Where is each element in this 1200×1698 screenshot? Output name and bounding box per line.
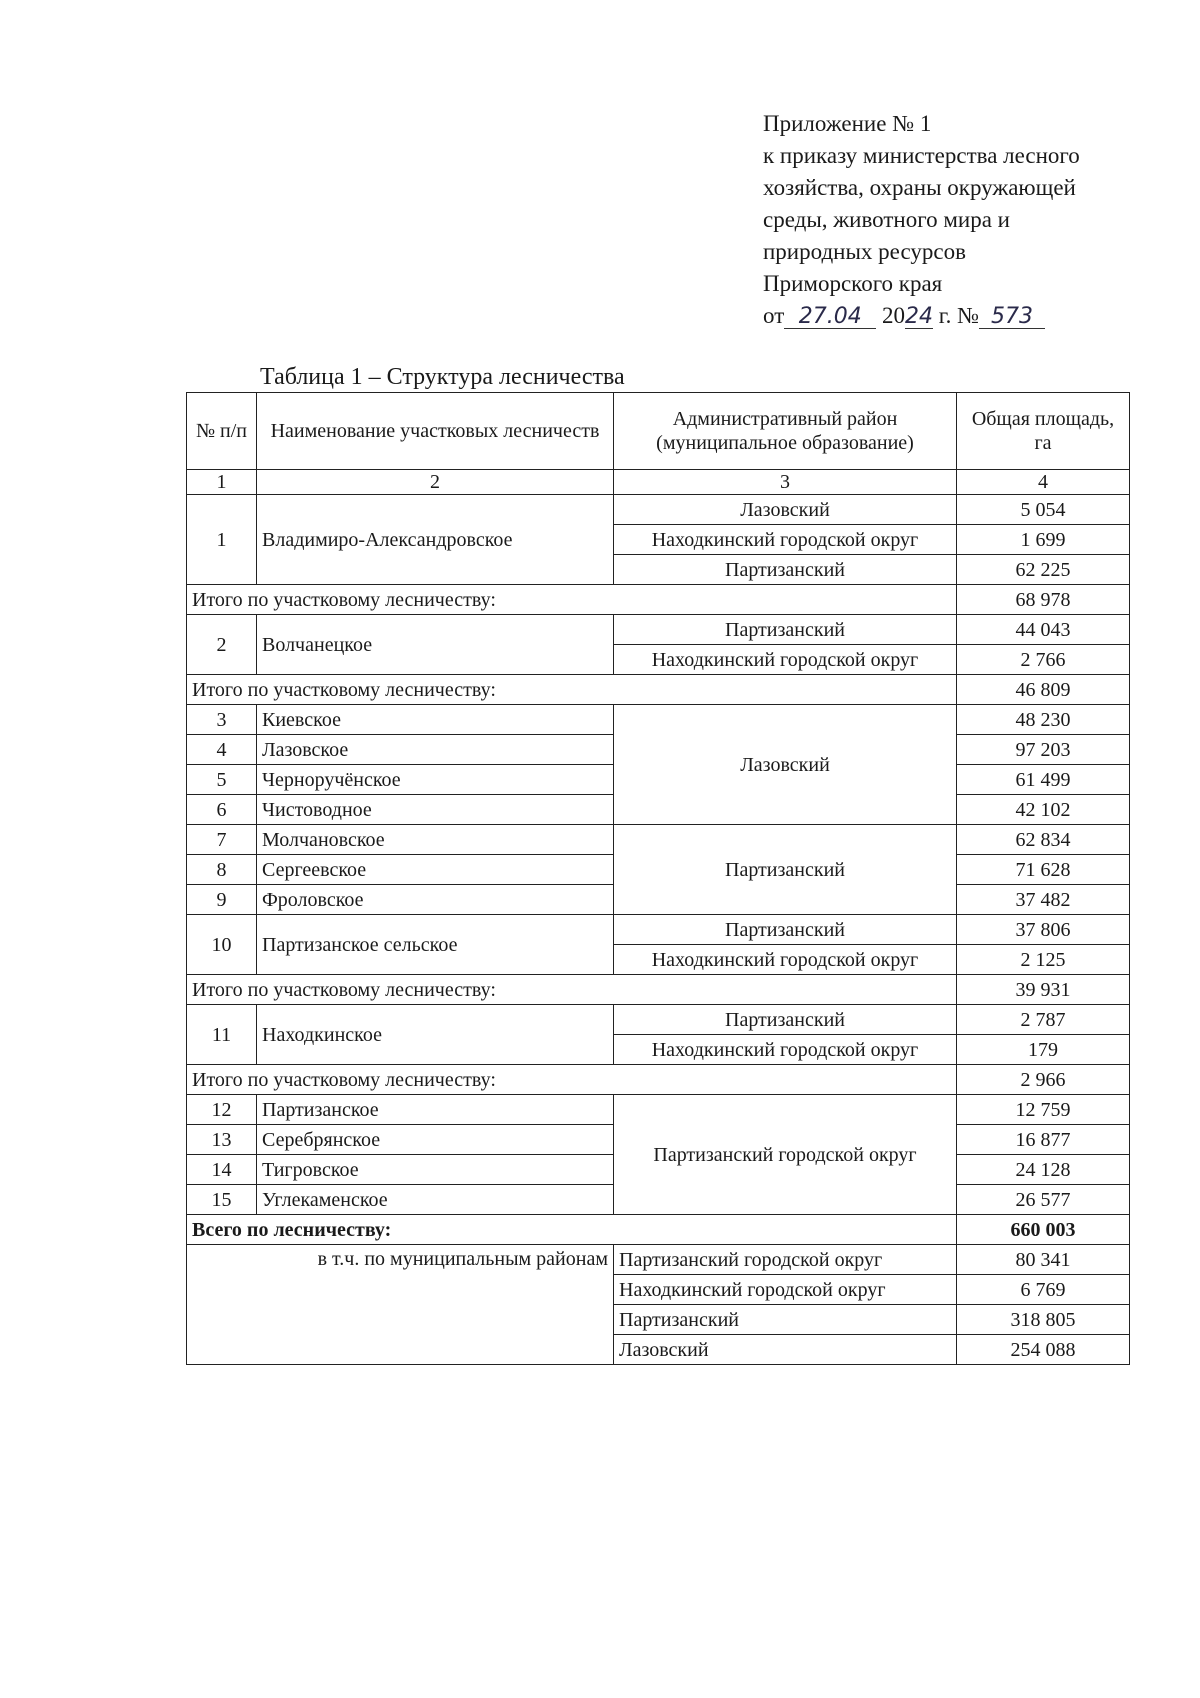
- area-cell: 80 341: [957, 1245, 1130, 1275]
- header-line: к приказу министерства лесного: [763, 143, 1080, 168]
- subtotal-area: 68 978: [957, 585, 1130, 615]
- forestry-name: Чистоводное: [257, 795, 614, 825]
- table-row: [187, 495, 1130, 525]
- forestry-name: Партизанское: [257, 1095, 614, 1125]
- table-row: [187, 1095, 1130, 1125]
- order-date-line: [763, 300, 1163, 332]
- district-cell: Партизанский: [614, 825, 957, 915]
- header-line: среды, животного мира и: [763, 207, 1010, 232]
- subtotal-row: [187, 975, 1130, 1005]
- forestry-name: Серебрянское: [257, 1125, 614, 1155]
- row-num: 1: [187, 495, 257, 585]
- area-cell: 6 769: [957, 1275, 1130, 1305]
- row-num: 7: [187, 825, 257, 855]
- appendix-header: [763, 108, 1163, 332]
- forestry-name: Лазовское: [257, 735, 614, 765]
- row-num: 6: [187, 795, 257, 825]
- subtotal-row: [187, 1065, 1130, 1095]
- breakdown-row: [187, 1245, 1130, 1275]
- subtotal-label: Итого по участковому лесничеству:: [187, 975, 957, 1005]
- district-cell: Находкинский городской округ: [614, 525, 957, 555]
- col-number: 1: [187, 470, 257, 495]
- area-cell: 318 805: [957, 1305, 1130, 1335]
- district-cell: Партизанский: [614, 1305, 957, 1335]
- area-cell: 5 054: [957, 495, 1130, 525]
- col-number: 3: [614, 470, 957, 495]
- area-cell: 71 628: [957, 855, 1130, 885]
- row-num: 5: [187, 765, 257, 795]
- row-num: 8: [187, 855, 257, 885]
- district-cell: Находкинский городской округ: [614, 1035, 957, 1065]
- district-cell: Лазовский: [614, 705, 957, 825]
- header-line: хозяйства, охраны окружающей: [763, 175, 1076, 200]
- district-cell: Партизанский: [614, 1005, 957, 1035]
- district-cell: Партизанский: [614, 615, 957, 645]
- area-cell: 179: [957, 1035, 1130, 1065]
- area-cell: 2 787: [957, 1005, 1130, 1035]
- header-line: Приложение № 1: [763, 111, 932, 136]
- area-cell: 2 125: [957, 945, 1130, 975]
- subtotal-row: [187, 585, 1130, 615]
- row-num: 14: [187, 1155, 257, 1185]
- district-cell: Лазовский: [614, 495, 957, 525]
- district-cell: Находкинский городской округ: [614, 1275, 957, 1305]
- area-cell: 24 128: [957, 1155, 1130, 1185]
- row-num: 12: [187, 1095, 257, 1125]
- year-prefix: 20: [882, 303, 905, 328]
- row-num: 13: [187, 1125, 257, 1155]
- subtotal-area: 46 809: [957, 675, 1130, 705]
- header-area: Общая площадь, га: [957, 393, 1130, 470]
- row-num: 2: [187, 615, 257, 675]
- table-row: [187, 915, 1130, 945]
- subtotal-area: 2 966: [957, 1065, 1130, 1095]
- col-number: 4: [957, 470, 1130, 495]
- row-num: 11: [187, 1005, 257, 1065]
- forestry-name: Фроловское: [257, 885, 614, 915]
- table-row: [187, 705, 1130, 735]
- row-num: 9: [187, 885, 257, 915]
- forestry-name: Черноручёнское: [257, 765, 614, 795]
- district-cell: Находкинский городской округ: [614, 945, 957, 975]
- date-prefix: от: [763, 303, 785, 328]
- column-numbers-row: [187, 470, 1130, 495]
- forestry-name: Молчановское: [257, 825, 614, 855]
- handwritten-year: 24: [905, 304, 933, 329]
- district-cell: Партизанский городской округ: [614, 1095, 957, 1215]
- subtotal-label: Итого по участковому лесничеству:: [187, 585, 957, 615]
- header-line: Приморского края: [763, 271, 943, 296]
- area-cell: 37 482: [957, 885, 1130, 915]
- subtotal-label: Итого по участковому лесничеству:: [187, 675, 957, 705]
- area-cell: 254 088: [957, 1335, 1130, 1365]
- district-cell: Партизанский: [614, 555, 957, 585]
- row-num: 3: [187, 705, 257, 735]
- col-number: 2: [257, 470, 614, 495]
- area-cell: 16 877: [957, 1125, 1130, 1155]
- area-cell: 62 225: [957, 555, 1130, 585]
- area-cell: 44 043: [957, 615, 1130, 645]
- area-cell: 48 230: [957, 705, 1130, 735]
- forestry-name: Находкинское: [257, 1005, 614, 1065]
- table-caption: Таблица 1 – Структура лесничества: [260, 364, 625, 390]
- district-cell: Партизанский: [614, 915, 957, 945]
- row-num: 15: [187, 1185, 257, 1215]
- header-name: Наименование участковых лесничеств: [257, 393, 614, 470]
- district-cell: Партизанский городской округ: [614, 1245, 957, 1275]
- table-header-row: [187, 393, 1130, 470]
- row-num: 10: [187, 915, 257, 975]
- area-cell: 61 499: [957, 765, 1130, 795]
- forestry-name: Партизанское сельское: [257, 915, 614, 975]
- subtotal-label: Итого по участковому лесничеству:: [187, 1065, 957, 1095]
- district-cell: Находкинский городской округ: [614, 645, 957, 675]
- area-cell: 12 759: [957, 1095, 1130, 1125]
- area-cell: 42 102: [957, 795, 1130, 825]
- handwritten-date: 27.04: [784, 306, 876, 329]
- header-district: Административный район (муниципальное образование): [614, 393, 957, 470]
- subtotal-row: [187, 675, 1130, 705]
- district-cell: Лазовский: [614, 1335, 957, 1365]
- header-line: природных ресурсов: [763, 239, 966, 264]
- area-cell: 62 834: [957, 825, 1130, 855]
- total-label: Всего по лесничеству:: [187, 1215, 957, 1245]
- forestry-structure-table: [186, 392, 1130, 1365]
- area-cell: 1 699: [957, 525, 1130, 555]
- year-suffix: г. №: [938, 303, 980, 328]
- area-cell: 2 766: [957, 645, 1130, 675]
- subtotal-area: 39 931: [957, 975, 1130, 1005]
- forestry-name: Сергеевское: [257, 855, 614, 885]
- breakdown-label: в т.ч. по муниципальным районам: [187, 1245, 614, 1365]
- table-row: [187, 825, 1130, 855]
- forestry-name: Тигровское: [257, 1155, 614, 1185]
- area-cell: 97 203: [957, 735, 1130, 765]
- forestry-name: Владимиро-Александровское: [257, 495, 614, 585]
- header-num: № п/п: [187, 393, 257, 470]
- total-row: [187, 1215, 1130, 1245]
- total-area: 660 003: [957, 1215, 1130, 1245]
- forestry-name: Киевское: [257, 705, 614, 735]
- area-cell: 26 577: [957, 1185, 1130, 1215]
- table-row: [187, 1005, 1130, 1035]
- area-cell: 37 806: [957, 915, 1130, 945]
- table-row: [187, 615, 1130, 645]
- row-num: 4: [187, 735, 257, 765]
- handwritten-order-number: 573: [979, 306, 1045, 329]
- forestry-name: Углекаменское: [257, 1185, 614, 1215]
- forestry-name: Волчанецкое: [257, 615, 614, 675]
